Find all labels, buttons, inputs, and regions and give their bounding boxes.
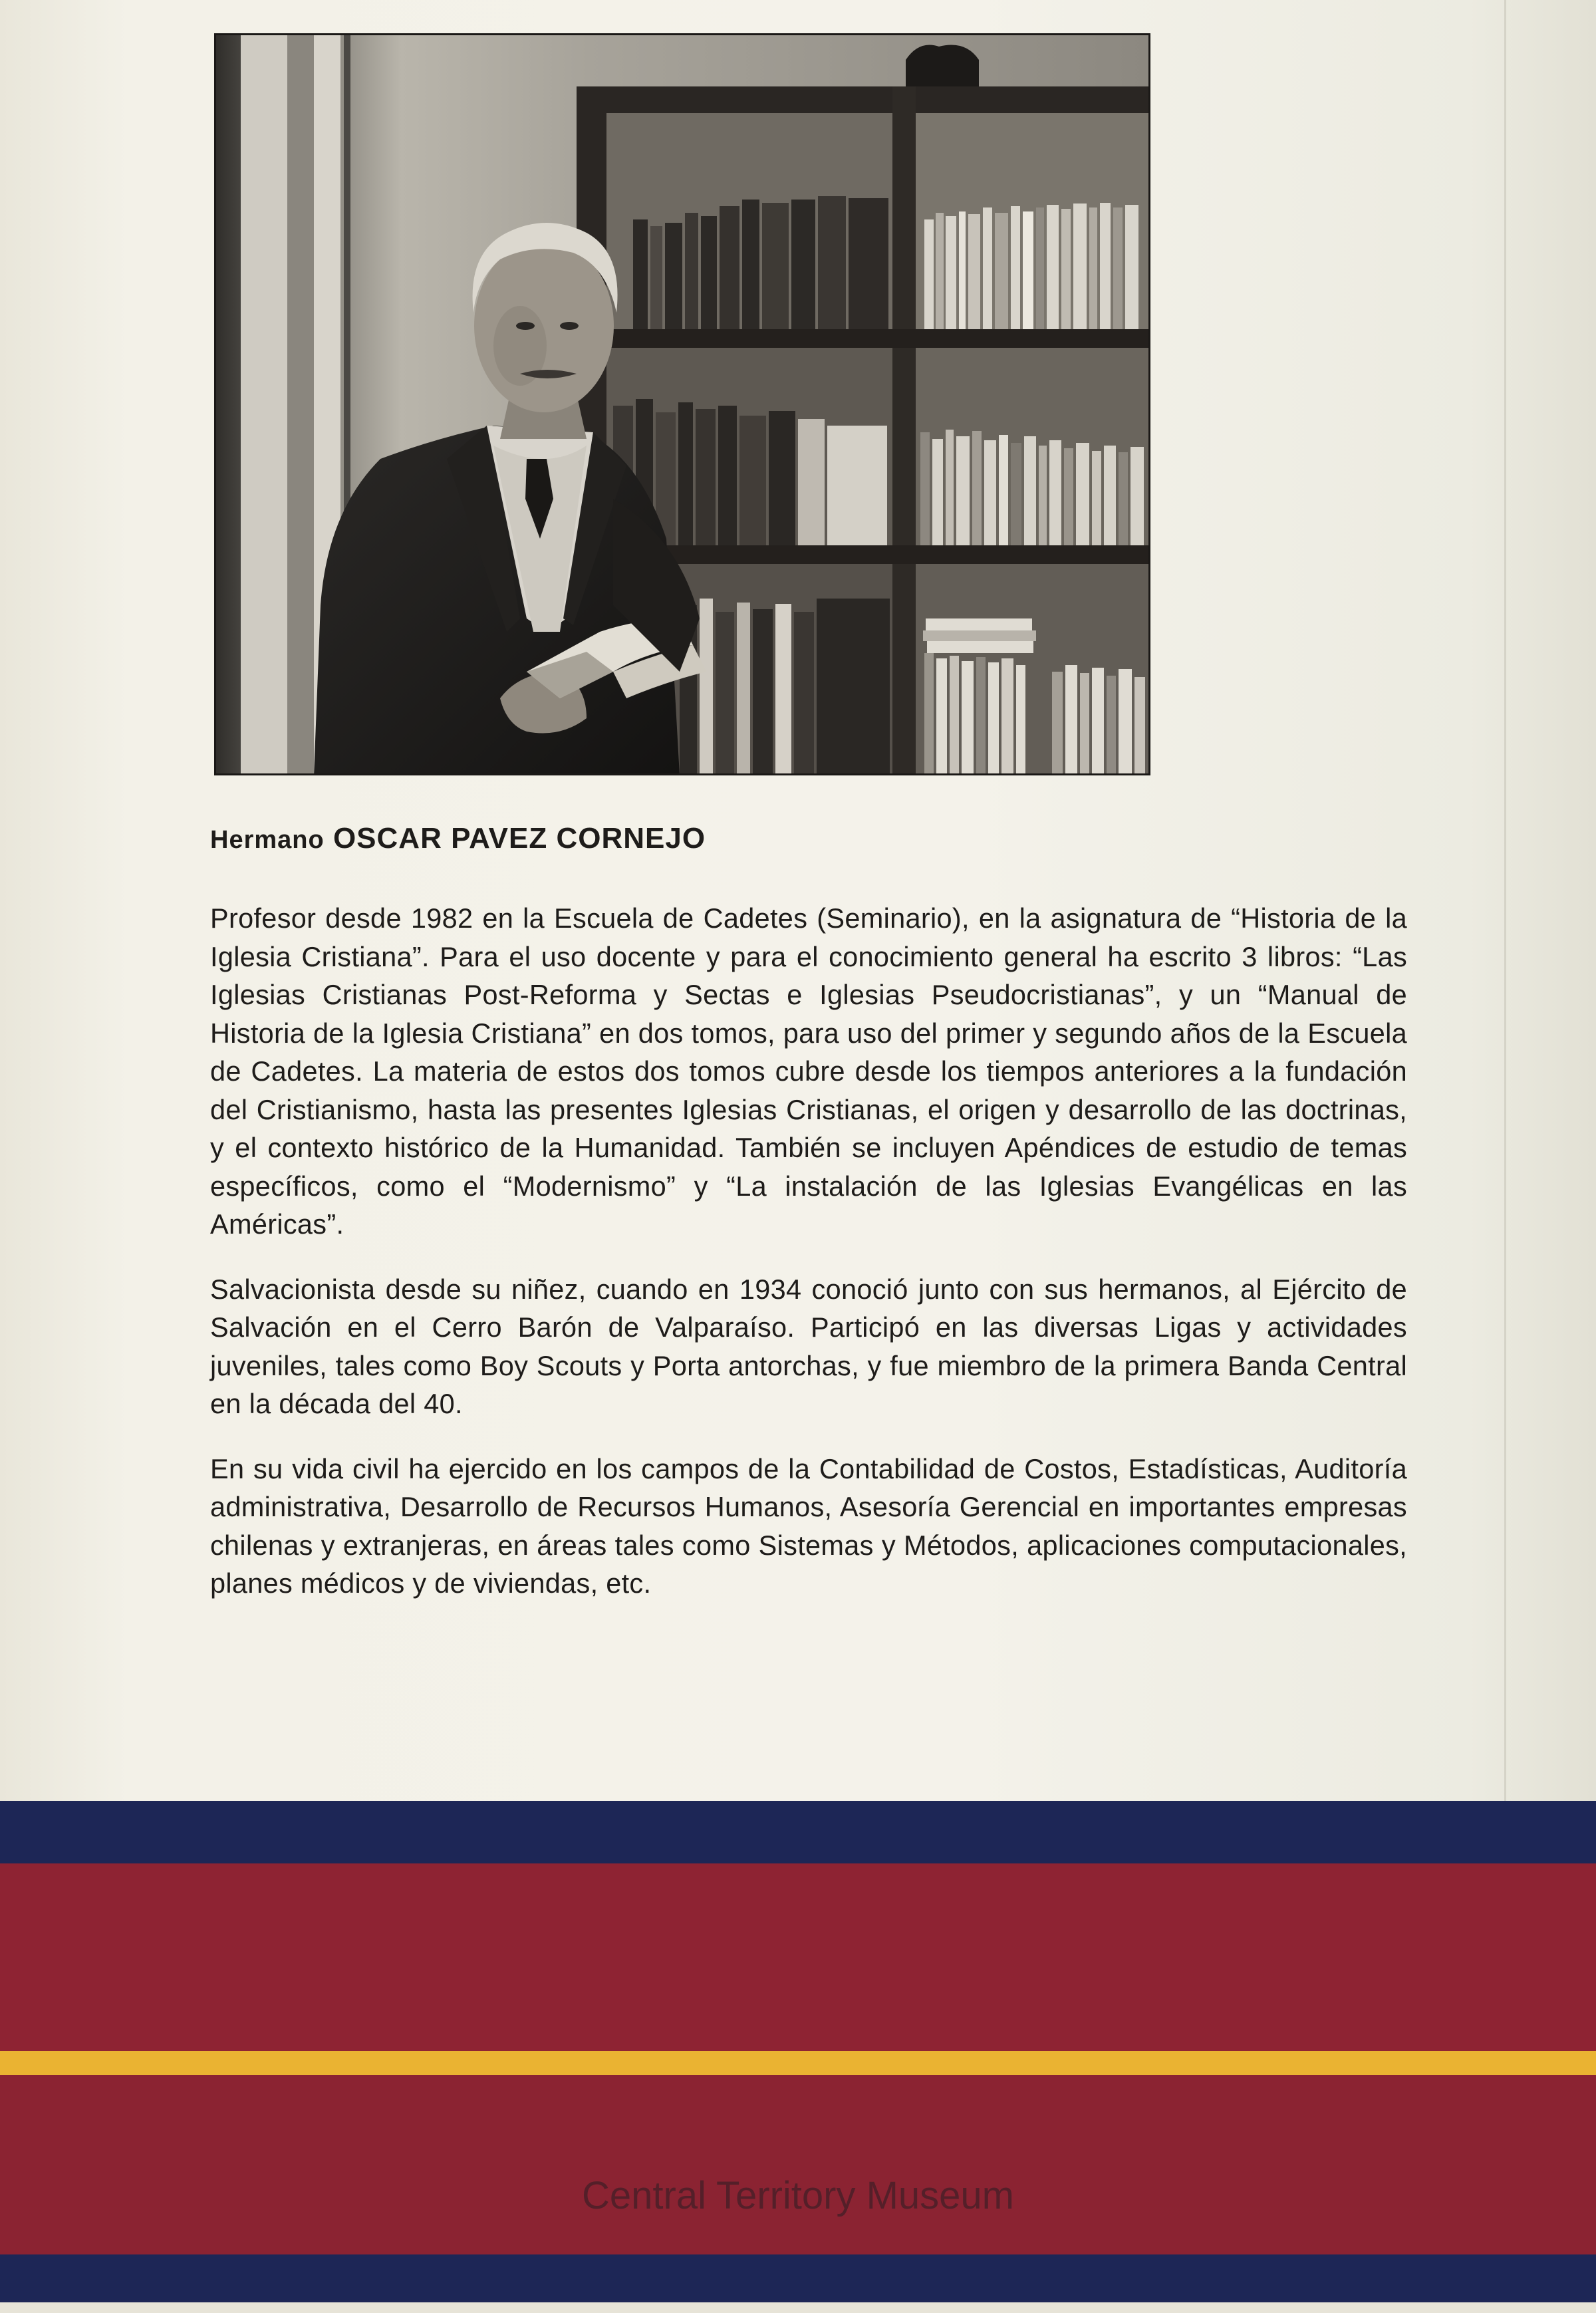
navy-stripe-bottom — [0, 2254, 1596, 2302]
paper-bottom-edge — [0, 2302, 1596, 2313]
bio-paragraph-teaching: Profesor desde 1982 en la Escuela de Cadetes (Seminario), en la asignatura de “Historia de la Iglesia Cristiana”. Para el uso docente y para el conocimiento general ha escrito 3 libros: “Las Iglesias Cristianas Post-Reforma y Sectas e Iglesias Pseudocristianas”, y un “Manual de Historia de la Iglesia Cristiana” en dos tomos, para uso del primer y segundo años de la Escuela de Cadetes. La materia de estos dos tomos cubre desde los tiempos anteriores a la fundación del Cristianismo, hasta las presentes Iglesias Cristianas, el origen y desarrollo de las doctrinas, y el contexto histórico de la Humanidad. También se incluyen Apéndices de estudio de temas específicos, como el “Modernismo” y “La instalación de las Iglesias Evangélicas en las Américas”. — [210, 902, 1407, 1240]
navy-stripe-top — [0, 1801, 1596, 1863]
author-name-heading — [210, 822, 706, 855]
bio-paragraph-civil-career: En su vida civil ha ejercido en los campos de la Contabilidad de Costos, Estadísticas, Auditoría administrativa, Desarrollo de Recursos Humanos, Asesoría Gerencial en importantes empresas chilenas y extranjeras, en áreas tales como Sistemas y Métodos, aplicaciones computacionales, planes médicos y de viviendas, etc. — [210, 1452, 1407, 1599]
museum-watermark: Central Territory Museum — [581, 2174, 1014, 2217]
red-band-upper — [0, 1863, 1596, 2051]
author-biography — [210, 899, 1407, 1629]
bio-paragraph-salvationist: Salvacionista desde su niñez, cuando en 1934 conoció junto con sus hermanos, al Ejército de Salvación en el Cerro Barón de Valparaíso. Participó en las diversas Ligas y actividades juveniles, tales como Boy Scouts y Porta antorchas, y fue miembro de la primera Banda Central en la década del 40. — [210, 1273, 1407, 1419]
author-prefix: Hermano — [210, 826, 325, 854]
red-band-lower — [0, 2075, 1596, 2254]
author-full-name: OSCAR PAVEZ CORNEJO — [332, 822, 706, 855]
gold-stripe — [0, 2051, 1596, 2075]
author-portrait-photo — [214, 33, 1150, 775]
